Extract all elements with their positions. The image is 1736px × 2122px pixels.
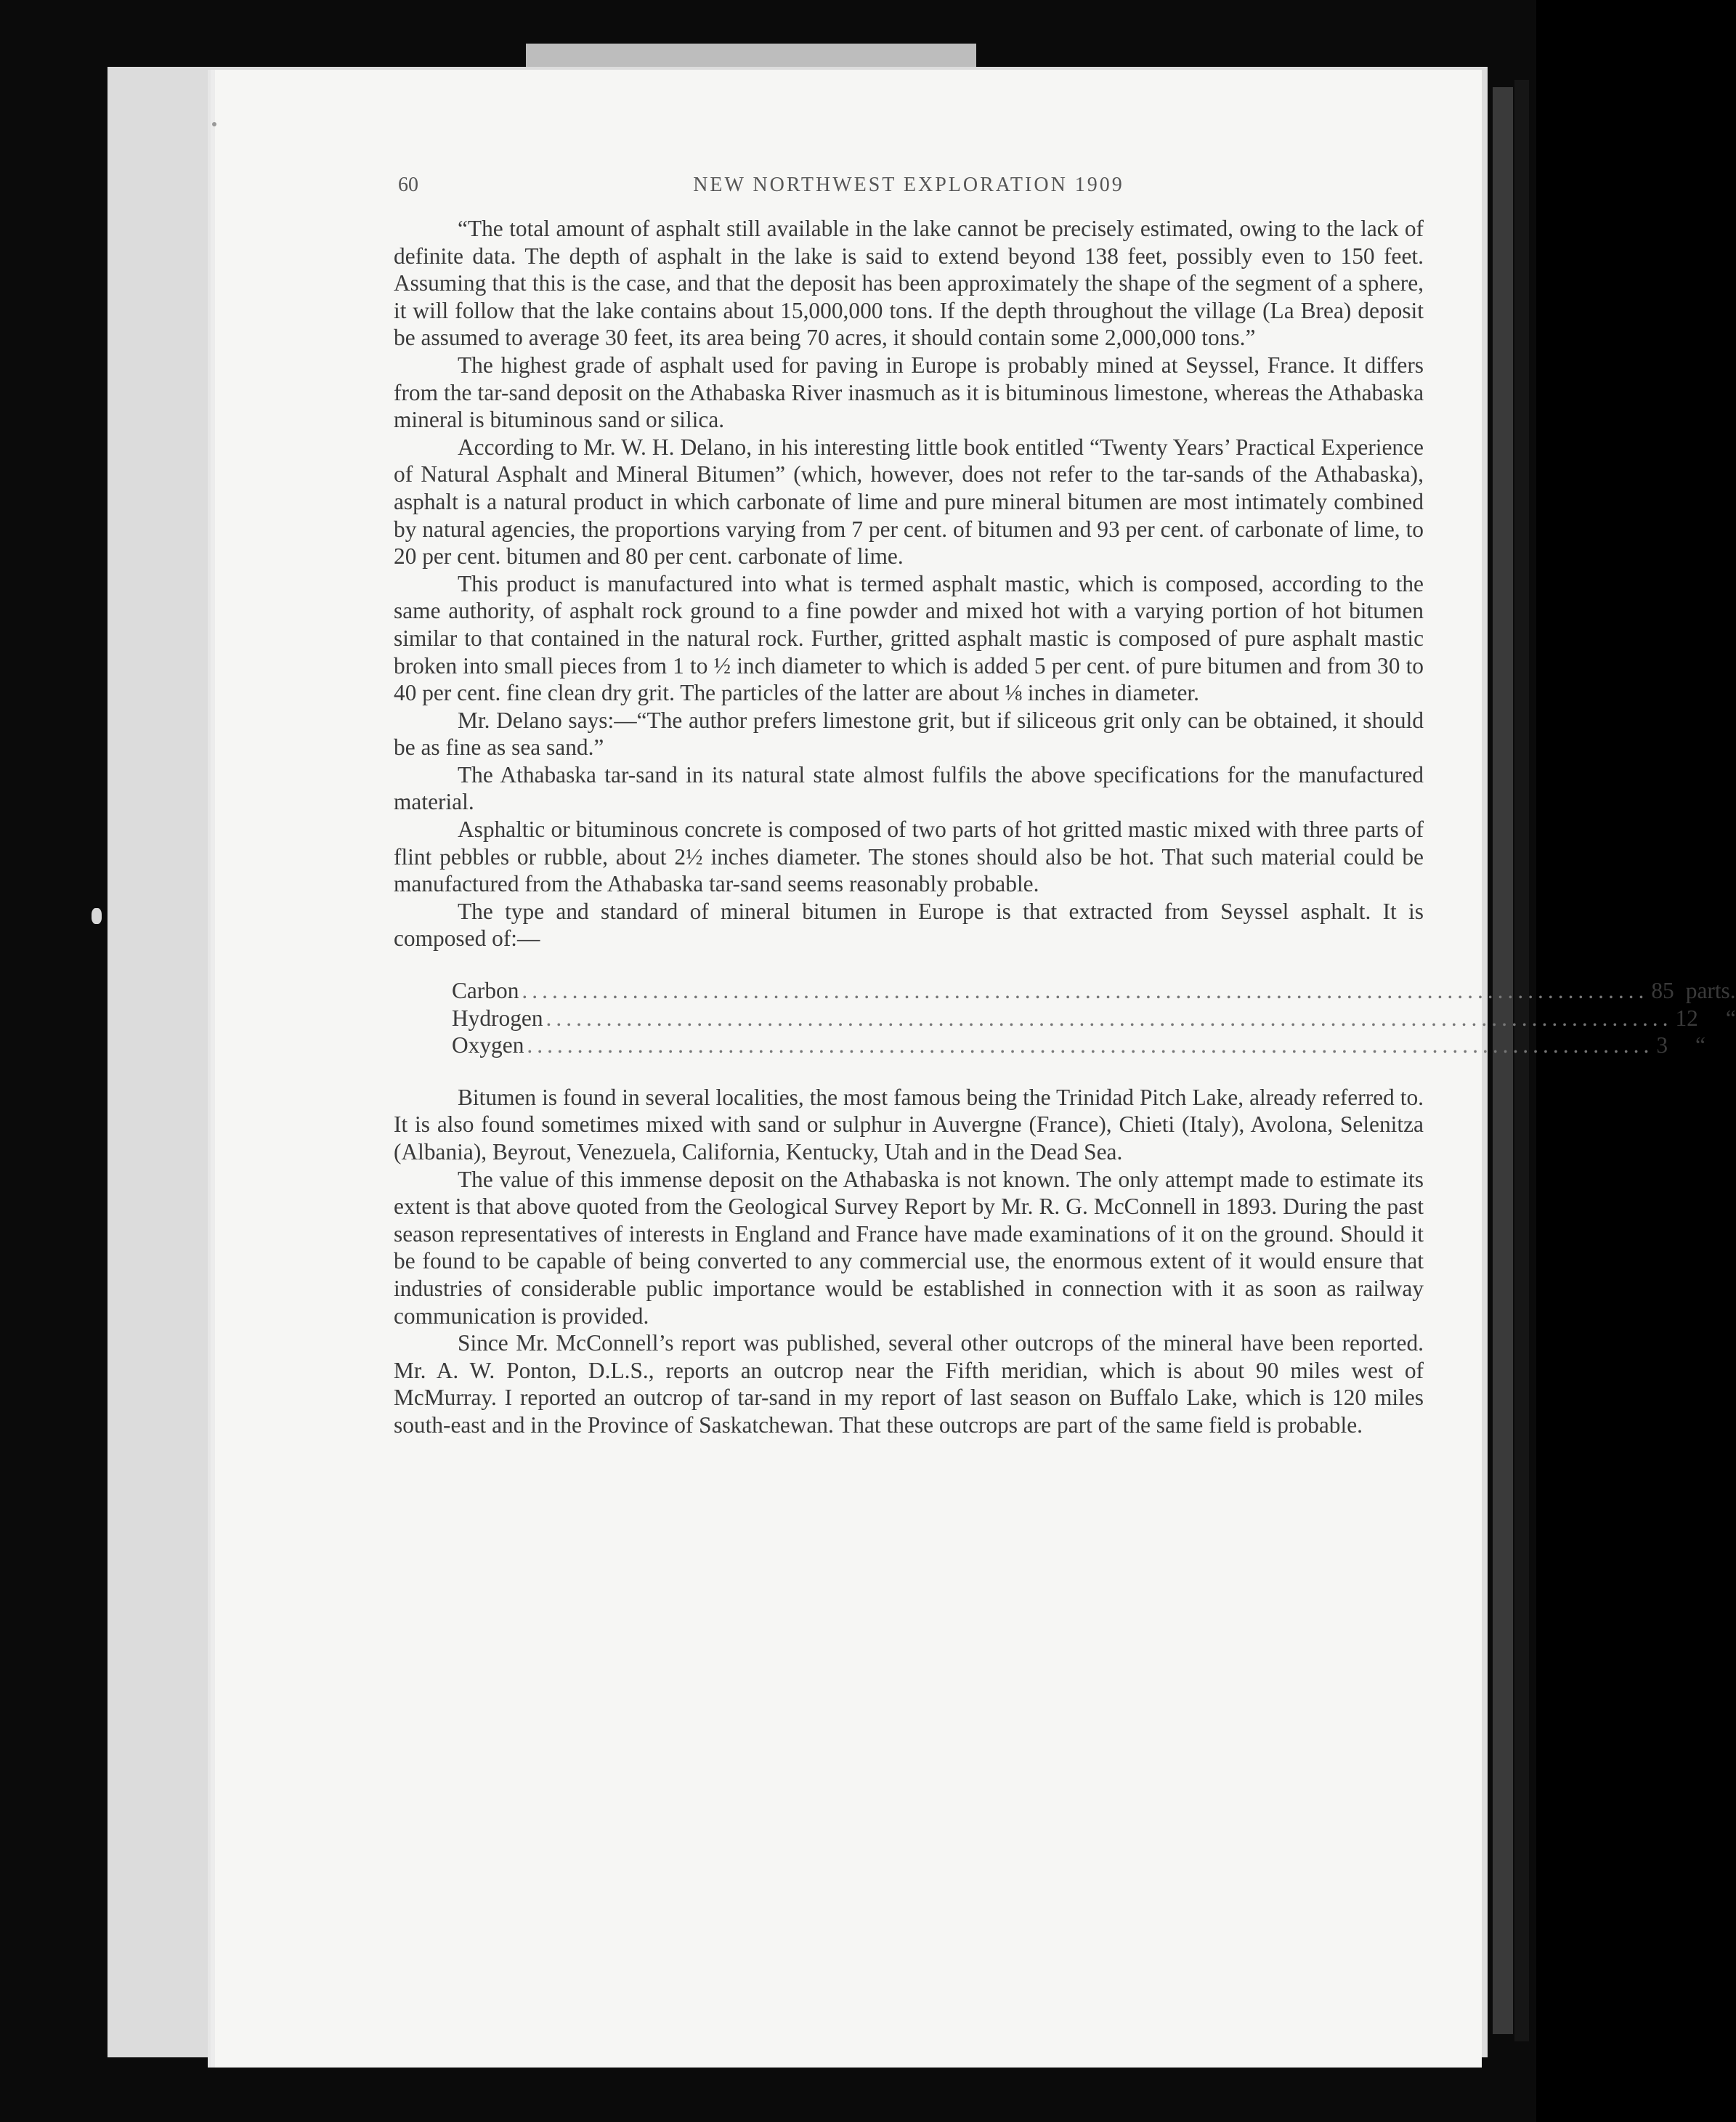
composition-row bbox=[452, 977, 1736, 1005]
paragraph-concrete: Asphaltic or bituminous concrete is composed of two parts of hot gritted mastic mixed with three parts of flint pebbles or rubble, about 2½ inches diameter. The stones should also be hot. That such material could be manufactured from the Athabaska tar-sand seems reasonably probable. bbox=[394, 817, 1424, 897]
paragraph-delano: According to Mr. W. H. Delano, in his interesting little book entitled “Twenty Years’ Practical Experience of Natural Asphalt and Mineral Bitumen” (which, however, does not refer to the tar-sands of the Athabaska), asphalt is a natural product in which carbonate of lime and pure mineral bitumen are most intimately combined by natural agencies, the proportions varying from 7 per cent. of bitumen and 93 per cent. of carbonate of lime, to 20 per cent. bitumen and 80 per cent. carbonate of lime. bbox=[394, 434, 1424, 570]
composition-label: Oxygen bbox=[452, 1032, 524, 1058]
paragraph-quote-lake: “The total amount of asphalt still available in the lake cannot be precisely estimated, owing to the lack of definite data. The depth of asphalt in the lake is said to extend beyond 138 feet, possibly even to 150 feet. Assuming that this is the case, and that the deposit has been approximately the shape of the segment of a sphere, it will follow that the lake contains about 15,000,000 tons. If the depth throughout the village (La Brea) deposit be assumed to average 30 feet, its area being 70 acres, it should contain some 2,000,000 tons.” bbox=[394, 216, 1424, 351]
composition-label: Carbon bbox=[452, 978, 519, 1004]
paragraph-delano-quote: Mr. Delano says:—“The author prefers limestone grit, but if siliceous grit only can be obtained, it should be as fine as sea sand.” bbox=[394, 707, 1424, 761]
paragraph-seyssel: The highest grade of asphalt used for paving in Europe is probably mined at Seyssel, France. It differs from the tar-sand deposit on the Athabaska River inasmuch as it is bituminous limestone, whereas the Athabaska mineral is bituminous sand or silica. bbox=[394, 352, 1424, 433]
paragraph-bitumen-localities: Bitumen is found in several localities, the most famous being the Trinidad Pitch Lake, already referred to. It is also found sometimes mixed with sand or sulphur in Auvergne (France), Chieti (Italy), Avolona, Selenitza (Albania), Beyrout, Venezuela, California, Kentucky, Utah and in the Dead Sea. bbox=[394, 1084, 1424, 1165]
running-title: NEW NORTHWEST EXPLORATION 1909 bbox=[693, 174, 1124, 196]
composition-table bbox=[452, 977, 1736, 1059]
paragraph-outcrops: Since Mr. McConnell’s report was published, several other outcrops of the mineral have been reported. Mr. A. W. Ponton, D.L.S., reports an outcrop near the Fifth meridian, which is about 90 miles west of McMurray. I reported an outcrop of tar-sand in my report of last season on Buffalo Lake, which is 120 miles south-east and in the Province of Saskatchewan. That these outcrops are part of the same field is probable. bbox=[394, 1330, 1424, 1438]
paragraph-mastic: This product is manufactured into what is termed asphalt mastic, which is composed, according to the same authority, of asphalt rock ground to a fine powder and mixed hot with a varying portion of hot bitumen similar to that contained in the natural rock. Further, gritted asphalt mastic is composed of pure asphalt mastic broken into small pieces from 1 to ½ inch diameter to which is added 5 per cent. of pure bitumen and from 30 to 40 per cent. fine clean dry grit. The particles of the latter are about ⅛ inches in diameter. bbox=[394, 570, 1424, 706]
dot-leader: ................................................................................................................ bbox=[545, 1005, 1673, 1031]
running-head bbox=[394, 171, 1424, 209]
composition-unit: “ bbox=[1725, 1005, 1736, 1031]
dot-leader: ................................................................................................................ bbox=[527, 1032, 1654, 1058]
composition-row bbox=[452, 1005, 1736, 1032]
paragraph-deposit-value: The value of this immense deposit on the Athabaska is not known. The only attempt made to estimate its extent is that above quoted from the Geological Survey Report by Mr. R. G. McConnell in 1893. During the past season representatives of interests in England and France have made examinations of it on the ground. Should it be found to be capable of being converted to any commercial use, the enormous extent of it would ensure that industries of considerable public importance would be established in connection with it as soon as railway communication is provided. bbox=[394, 1166, 1424, 1329]
paper-blemish bbox=[92, 908, 102, 924]
paragraph-tar-sand: The Athabaska tar-sand in its natural state almost fulfils the above specifications for the manufactured material. bbox=[394, 761, 1424, 815]
scan-right-border bbox=[1514, 80, 1529, 2041]
page-number: 60 bbox=[398, 174, 418, 196]
dot-leader: ................................................................................................................ bbox=[522, 978, 1649, 1004]
page-text bbox=[394, 171, 1736, 1439]
paragraph-standard: The type and standard of mineral bitumen in Europe is that extracted from Seyssel asphalt. It is composed of:— bbox=[394, 898, 1424, 952]
composition-value: 12 bbox=[1675, 1005, 1698, 1031]
composition-unit: “ bbox=[1695, 1032, 1705, 1058]
page-binding-edge bbox=[1493, 87, 1513, 2034]
page-left-edge bbox=[211, 70, 215, 2068]
composition-value: 85 bbox=[1651, 978, 1674, 1004]
composition-row bbox=[452, 1032, 1705, 1059]
composition-label: Hydrogen bbox=[452, 1005, 543, 1031]
paper-speck bbox=[212, 122, 216, 126]
composition-unit: parts. bbox=[1685, 978, 1736, 1004]
composition-value: 3 bbox=[1656, 1032, 1668, 1058]
